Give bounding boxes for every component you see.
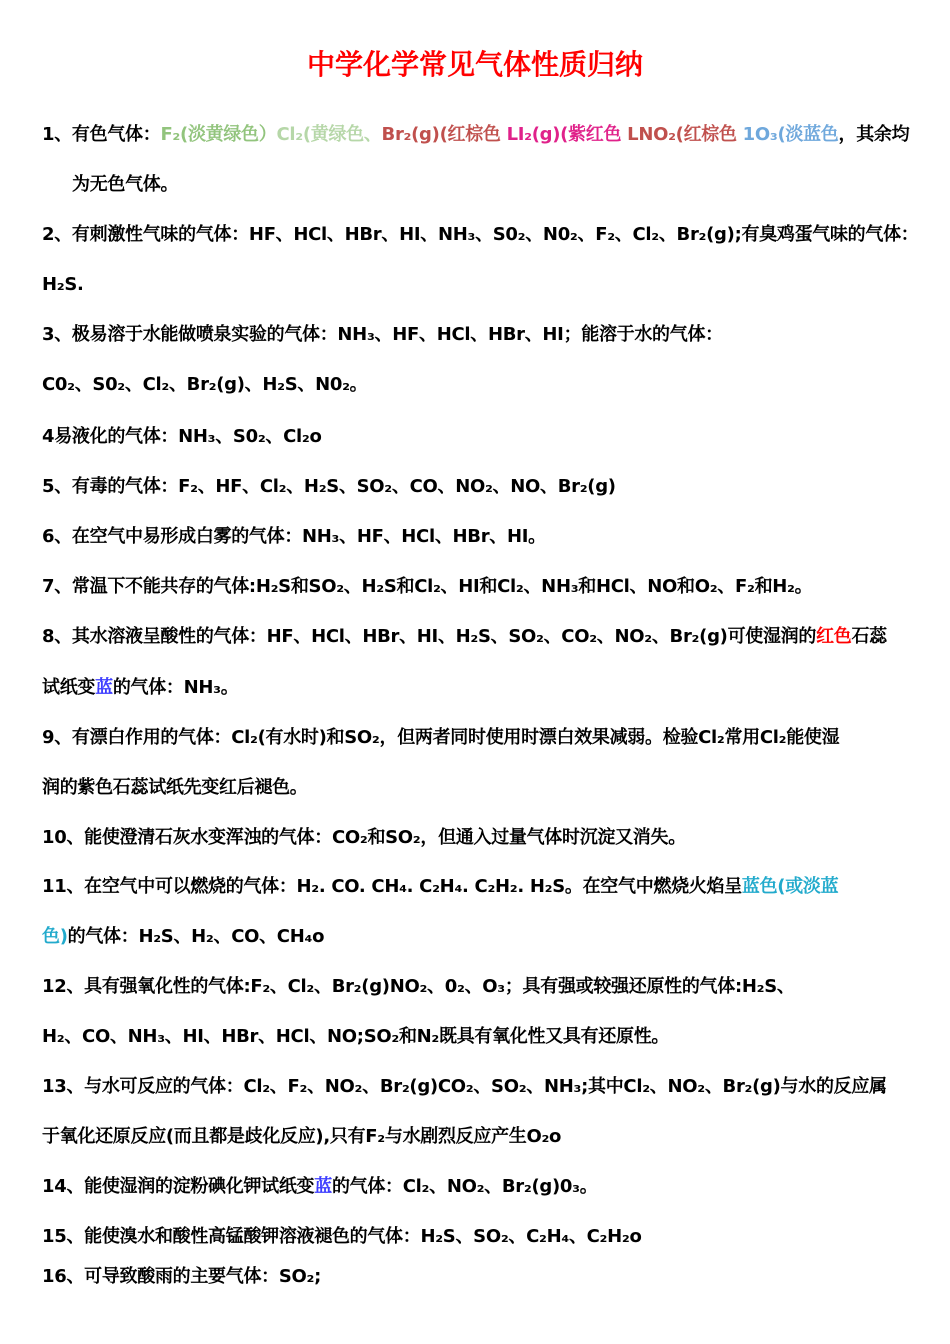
flame-color-note: 蓝色(或淡蓝 [741, 876, 839, 897]
item-14 [42, 1174, 920, 1200]
item-6: 6、在空气中易形成白雾的气体：NH₃、HF、HCl、HBr、HI。 [42, 526, 546, 547]
item-1-line-2: 为无色气体。 [72, 174, 179, 195]
item-8-text: 8、其水溶液呈酸性的气体：HF、HCl、HBr、HI、H₂S、SO₂、CO₂、NO₂、Br₂(g)可使湿润的 [42, 626, 817, 647]
item-1-line-1 [42, 122, 920, 148]
red-highlight: 红色 [816, 626, 852, 647]
item-8-tail: 石蕊 [851, 626, 887, 647]
item-7: 7、常温下不能共存的气体:H₂S和SO₂、H₂S和Cl₂、HI和Cl₂、NH₃和HCl、NO和O₂、F₂和H₂。 [42, 576, 813, 597]
item-14-tail: 的气体：Cl₂、NO₂、Br₂(g)0₃。 [331, 1176, 598, 1197]
item-1-text: 1、有色气体： [42, 124, 161, 145]
item-11-line-2 [42, 924, 920, 950]
item-16: 16、可导致酸雨的主要气体：SO₂; [42, 1266, 321, 1287]
item-3-line-1: 3、极易溶于水能做喷泉实验的气体：NH₃、HF、HCl、HBr、HI；能溶于水的气体： [42, 324, 723, 345]
item-12-line-1: 12、具有强氧化性的气体:F₂、Cl₂、Br₂(g)NO₂、0₂、O₃；具有强或较强还原性的气体:H₂S、 [42, 976, 795, 997]
item-15: 15、能使溴水和酸性高锰酸钾溶液褪色的气体：H₂S、SO₂、C₂H₄、C₂H₂o [42, 1226, 642, 1247]
item-4: 4易液化的气体：NH₃、S0₂、Cl₂o [42, 426, 322, 447]
flame-color-note-2: 色) [42, 926, 68, 947]
item-5: 5、有毒的气体：F₂、HF、Cl₂、H₂S、SO₂、CO、NO₂、NO、Br₂(g) [42, 476, 616, 497]
item-13-line-2: 于氧化还原反应(而且都是歧化反应),只有F₂与水剧烈反应产生O₂o [42, 1126, 562, 1147]
blue-highlight: 蓝 [95, 677, 113, 698]
item-8-tail-2: 的气体：NH₃。 [112, 677, 239, 698]
o3-color-note: 1O₃(淡蓝色 [742, 124, 839, 145]
item-12-line-2: H₂、CO、NH₃、HI、HBr、HCl、NO;SO₂和N₂既具有氧化性又具有还原性。 [42, 1026, 670, 1047]
br2-color-note: Br₂(g)(红棕色 [381, 124, 501, 145]
item-8-line-1 [42, 624, 920, 650]
item-10: 10、能使澄清石灰水变浑浊的气体：CO₂和SO₂，但通入过量气体时沉淀又消失。 [42, 827, 686, 848]
i2-color-note: LI₂(g)(紫红色 [506, 124, 622, 145]
cl2-color-note: Cl₂(黄绿色、 [276, 124, 382, 145]
item-1-tail: ，其余均 [838, 124, 910, 145]
item-2-line-2: H₂S. [42, 274, 84, 295]
item-11-tail: 的气体：H₂S、H₂、CO、CH₄o [67, 926, 325, 947]
blue-highlight-2: 蓝 [314, 1176, 332, 1197]
item-14-text: 14、能使湿润的淀粉碘化钾试纸变 [42, 1176, 315, 1197]
document-title: 中学化学常见气体性质归纳 [306, 48, 643, 81]
item-9-line-1: 9、有漂白作用的气体：Cl₂(有水时)和SO₂，但两者同时使用时漂白效果减弱。检验Cl₂常用Cl₂能使湿 [42, 727, 840, 748]
item-2-line-1: 2、有刺激性气味的气体：HF、HCl、HBr、HI、NH₃、S0₂、N0₂、F₂、Cl₂、Br₂(g);有臭鸡蛋气味的气体： [42, 224, 919, 245]
f2-color-note: F₂(淡黄绿色） [160, 124, 277, 145]
item-11-line-1 [42, 874, 920, 900]
item-8-text-2: 试纸变 [42, 677, 96, 698]
item-11-text: 11、在空气中可以燃烧的气体：H₂. CO. CH₄. C₂H₄. C₂H₂. H₂S。在空气中燃烧火焰呈 [42, 876, 742, 897]
item-13-line-1: 13、与水可反应的气体：Cl₂、F₂、NO₂、Br₂(g)CO₂、SO₂、NH₃;其中Cl₂、NO₂、Br₂(g)与水的反应属 [42, 1076, 887, 1097]
no2-color-note: LNO₂(红棕色 [627, 124, 737, 145]
item-3-line-2: C0₂、S0₂、Cl₂、Br₂(g)、H₂S、N0₂。 [42, 374, 368, 395]
item-8-line-2 [42, 675, 920, 701]
item-9-line-2: 润的紫色石蕊试纸先变红后褪色。 [42, 777, 308, 798]
